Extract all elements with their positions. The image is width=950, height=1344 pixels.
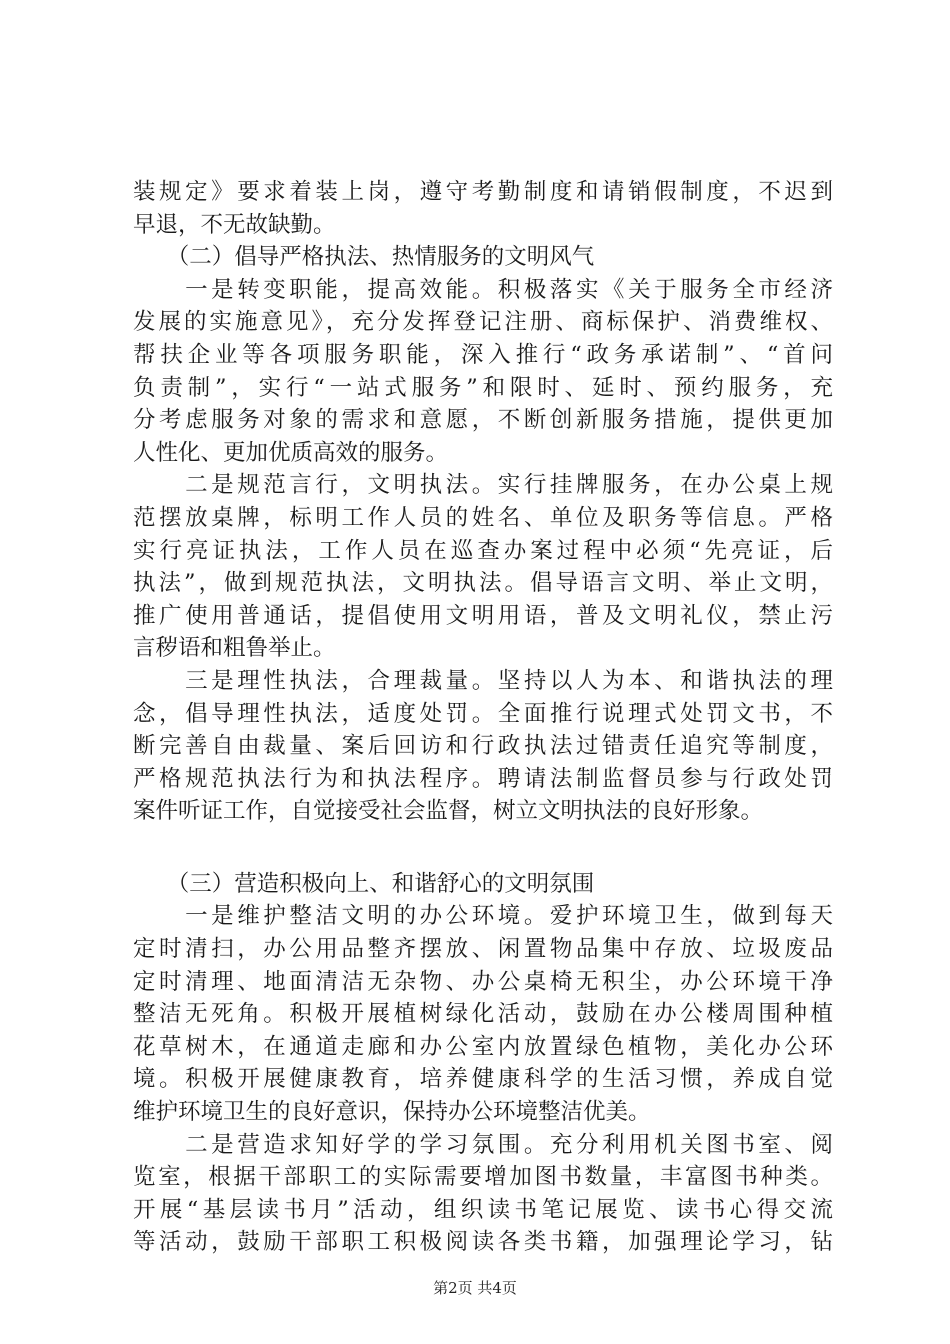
text-line: 一是转变职能，提高效能。积极落实《关于服务全市经济 xyxy=(133,276,833,303)
text-line: 一是维护整洁文明的办公环境。爱护环境卫生，做到每天 xyxy=(133,903,833,930)
text-line: 严格规范执法行为和执法程序。聘请法制监督员参与行政处罚 xyxy=(133,765,833,792)
text-line: 断完善自由裁量、案后回访和行政执法过错责任追究等制度， xyxy=(133,733,833,760)
text-line: 负责制”，实行“一站式服务”和限时、延时、预约服务，充 xyxy=(133,374,833,401)
text-line: 帮扶企业等各项服务职能，深入推行“政务承诺制”、“首问 xyxy=(133,341,833,368)
text-line: 定时清理、地面清洁无杂物、办公桌椅无积尘，办公环境干净 xyxy=(133,968,833,995)
text-line: 案件听证工作，自觉接受社会监督，树立文明执法的良好形象。 xyxy=(133,798,764,825)
text-line: 人性化、更加优质高效的服务。 xyxy=(133,439,449,466)
text-line: 整洁无死角。积极开展植树绿化活动，鼓励在办公楼周围种植 xyxy=(133,1001,833,1028)
text-line: 二是营造求知好学的学习氛围。充分利用机关图书室、阅 xyxy=(133,1131,833,1158)
text-line: 念，倡导理性执法，适度处罚。全面推行说理式处罚文书，不 xyxy=(133,700,833,727)
text-line: 执法”，做到规范执法，文明执法。倡导语言文明、举止文明， xyxy=(133,570,833,597)
document-body xyxy=(133,176,833,1259)
text-line: 分考虑服务对象的需求和意愿，不断创新服务措施，提供更加 xyxy=(133,407,833,434)
text-line: 等活动，鼓励干部职工积极阅读各类书籍，加强理论学习，钻 xyxy=(133,1229,833,1256)
text-line: 言秽语和粗鲁举止。 xyxy=(133,635,336,662)
text-line: 发展的实施意见》，充分发挥登记注册、商标保护、消费维权、 xyxy=(133,309,833,336)
text-line: 境。积极开展健康教育，培养健康科学的生活习惯，养成自觉 xyxy=(133,1066,833,1093)
text-line: 二是规范言行，文明执法。实行挂牌服务，在办公桌上规 xyxy=(133,472,833,499)
section-heading: （三）营造积极向上、和谐舒心的文明氛围 xyxy=(133,870,595,897)
text-line: 三是理性执法，合理裁量。坚持以人为本、和谐执法的理 xyxy=(133,667,833,694)
text-line: 范摆放桌牌，标明工作人员的姓名、单位及职务等信息。严格 xyxy=(133,504,833,531)
page-footer: 第2页 共4页 xyxy=(433,1279,517,1297)
text-line: 推广使用普通话，提倡使用文明用语，普及文明礼仪，禁止污 xyxy=(133,602,833,629)
text-line: 定时清扫，办公用品整齐摆放、闲置物品集中存放、垃圾废品 xyxy=(133,936,833,963)
text-line: 花草树木，在通道走廊和办公室内放置绿色植物，美化办公环 xyxy=(133,1033,833,1060)
text-line: 览室，根据干部职工的实际需要增加图书数量，丰富图书种类。 xyxy=(133,1164,833,1191)
section-heading: （二）倡导严格执法、热情服务的文明风气 xyxy=(133,244,595,271)
text-line: 实行亮证执法，工作人员在巡查办案过程中必须“先亮证，后 xyxy=(133,537,833,564)
text-line: 早退，不无故缺勤。 xyxy=(133,211,336,238)
paragraph-gap xyxy=(133,828,833,868)
text-line: 开展“基层读书月”活动，组织读书笔记展览、读书心得交流 xyxy=(133,1196,833,1223)
text-line: 维护环境卫生的良好意识，保持办公环境整洁优美。 xyxy=(133,1099,651,1126)
text-line: 装规定》要求着装上岗，遵守考勤制度和请销假制度，不迟到 xyxy=(133,179,833,205)
